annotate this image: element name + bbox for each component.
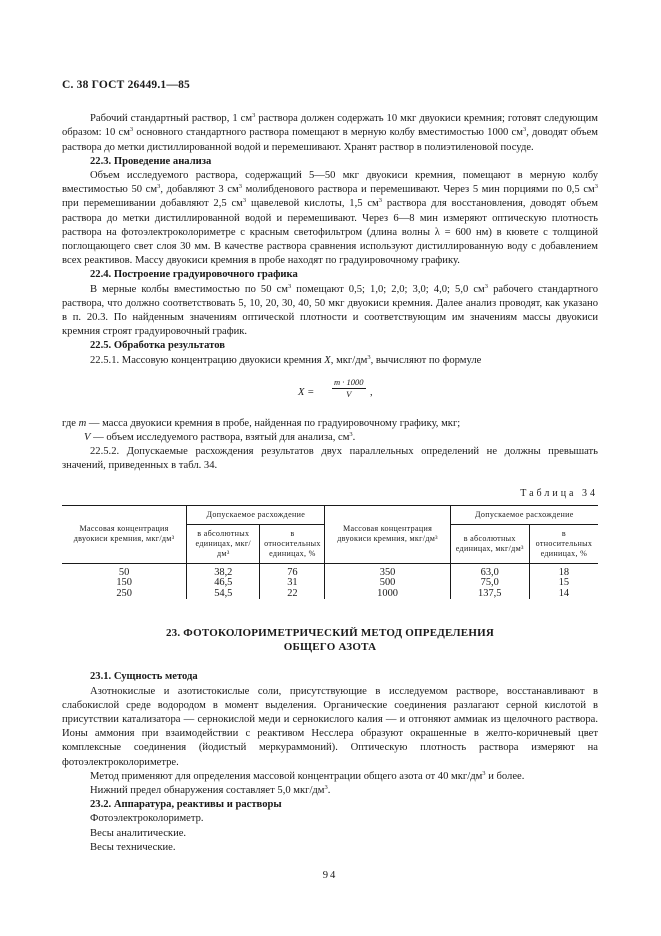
where-m: где m — масса двуокиси кремния в пробе, найденная по градуировочному графику, мкг;	[62, 417, 461, 429]
formula-lhs: X =	[298, 386, 315, 398]
table-cell: 14	[529, 589, 598, 600]
list-item: Весы аналитические.	[90, 827, 187, 839]
table-34	[62, 505, 598, 600]
table-cell: 137,5	[450, 589, 529, 600]
col-header-concentration-2: Массовая концентрация двуокиси кремния, мкг/дм³	[325, 505, 450, 563]
section-23-1-text: Азотнокислые и азотистокислые соли, присутствующие в исследуемом растворе, восстанавливают в слабокислой среде водородом в момент выделения. Органические соединения разлагают серной кислотой в присутствии катализатора — сернокислой меди и сернокислого калия — и отгоняют аммиак из щелочного раствора. Ионы аммония при взаимодействии с реактивом Несслера образуют окрашенные в желто-коричневый цвет комплексные соединения (йодистый меркураммоний). Оптическую плотность раствора измеряют на фотоэлектроколориметре.	[62, 685, 598, 768]
col-header-rel: в относительных единицах, %	[260, 524, 325, 563]
table-cell: 500	[325, 578, 450, 589]
document-page	[62, 78, 598, 883]
table-cell: 75,0	[450, 578, 529, 589]
table-row	[62, 578, 598, 589]
section-heading-22-5: 22.5. Обработка результатов	[90, 340, 225, 352]
section-22-3-text: Объем исследуемого раствора, содержащий 5—50 мкг двуокиси кремния, помещают в мерную колбу вместимостью 50 $см^3$, добавляют 3 $см^3$ молибденового раствора и перемешивают. Через 5 мин порциями по 0,5 $см^3$ при перемешивании добавляют 2,5 $см^3$ щавелевой кислоты, 1,5 $см^3$ раствора для восстановления, доводят объем раствора до метки дистиллированной водой и перемешивают. Через 6—8 мин измеряют оптическую плотность раствора на фотоэлектроколориметре с красным светофильтром (длина волны λ = 600 нм) в кювете с толщиной поглощающего свет слоя 30 мм. В качестве раствора сравнения используют дистиллированную воду с добавлением всех реактивов. Массу двуокиси кремния в пробе находят по градуировочному графику.	[62, 170, 598, 267]
table-cell: 76	[260, 563, 325, 578]
table-cell: 150	[62, 578, 187, 589]
table-caption: Таблица 34	[520, 487, 598, 499]
page-number: 94	[322, 870, 338, 882]
list-item: Весы технические.	[90, 841, 176, 853]
table-cell: 54,5	[187, 589, 260, 600]
section-heading-22-4: 22.4. Построение градуировочного графика	[90, 269, 298, 281]
formula-denominator: V	[346, 388, 352, 399]
col-header-abs: в абсолютных единицах, мкг/дм³	[187, 524, 260, 563]
where-v: V — объем исследуемого раствора, взятый для анализа, $см^3$.	[84, 431, 356, 444]
table-cell: 31	[260, 578, 325, 589]
col-header-concentration: Массовая концентрация двуокиси кремния, мкг/дм³	[62, 505, 187, 563]
section-22-5-2-text: 22.5.2. Допускаемые расхождения результатов двух параллельных определений не должны превышать значений, приведенных в табл. 34.	[62, 446, 598, 472]
section-title-23: 23. ФОТОКОЛОРИМЕТРИЧЕСКИЙ МЕТОД ОПРЕДЕЛЕНИЯ ОБЩЕГО АЗОТА	[165, 627, 494, 654]
list-item: Фотоэлектроколориметр.	[90, 813, 204, 825]
table-cell: 18	[529, 563, 598, 578]
table-cell: 63,0	[450, 563, 529, 578]
section-22-5-1-text: 22.5.1. Массовую концентрацию двуокиси кремния X, мкг/$дм^3$, вычисляют по формуле	[90, 353, 482, 366]
table-cell: 22	[260, 589, 325, 600]
detection-limit: Нижний предел обнаружения составляет 5,0 мкг/$дм^3$.	[90, 784, 331, 796]
formula-fraction	[332, 377, 366, 400]
table-cell: 46,5	[187, 578, 260, 589]
table-cell: 1000	[325, 589, 450, 600]
section-22-4-text: В мерные колбы вместимостью по 50 $см^3$ помещают 0,5; 1,0; 2,0; 3,0; 4,0; 5,0 $см^3$ рабочего стандартного раствора, что должно соответствовать 5, 10, 20, 30, 40, 50 мкг двуокиси кремния. Далее анализ проводят, как указано в п. 20.3. По найденным значениям оптической плотности и соответствующим им значениям массы двуокиси кремния строят градуировочный график.	[62, 282, 599, 338]
col-header-group: Допускаемое расхождение	[187, 505, 325, 524]
formula-numerator: m · 1000	[334, 376, 364, 387]
table-row	[62, 563, 598, 578]
col-header-rel-2: в относительных единицах, %	[529, 524, 598, 563]
table-row	[62, 589, 598, 600]
col-header-group-2: Допускаемое расхождение	[450, 505, 598, 524]
page-header: С. 38 ГОСТ 26449.1—85	[62, 79, 190, 91]
formula-comma: ,	[370, 386, 373, 398]
table-cell: 250	[62, 589, 187, 600]
formula	[62, 377, 598, 407]
table-cell: 350	[325, 563, 450, 578]
section-heading-22-3: 22.3. Проведение анализа	[90, 155, 212, 167]
section-heading-23-1: 23.1. Сущность метода	[90, 671, 198, 683]
section-heading-23-2: 23.2. Аппаратура, реактивы и растворы	[90, 799, 282, 811]
intro-paragraph: Рабочий стандартный раствор, 1 $см^3$ раствора должен содержать 10 мкг двуокиси кремния; готовят следующим образом: 10 $см^3$ основного стандартного раствора помещают в мерную колбу вместимостью 1000 $см^3$, доводят объем раствора до метки дистиллированной водой и перемешивают. Хранят раствор в полиэтиленовой посуде.	[62, 112, 599, 153]
method-scope: Метод применяют для определения массовой концентрации общего азота от 40 мкг/$дм^3$ и более.	[90, 769, 525, 782]
table-cell: 50	[62, 563, 187, 578]
table-cell: 38,2	[187, 563, 260, 578]
col-header-abs-2: в абсолютных единицах, мкг/дм³	[450, 524, 529, 563]
table-cell: 15	[529, 578, 598, 589]
